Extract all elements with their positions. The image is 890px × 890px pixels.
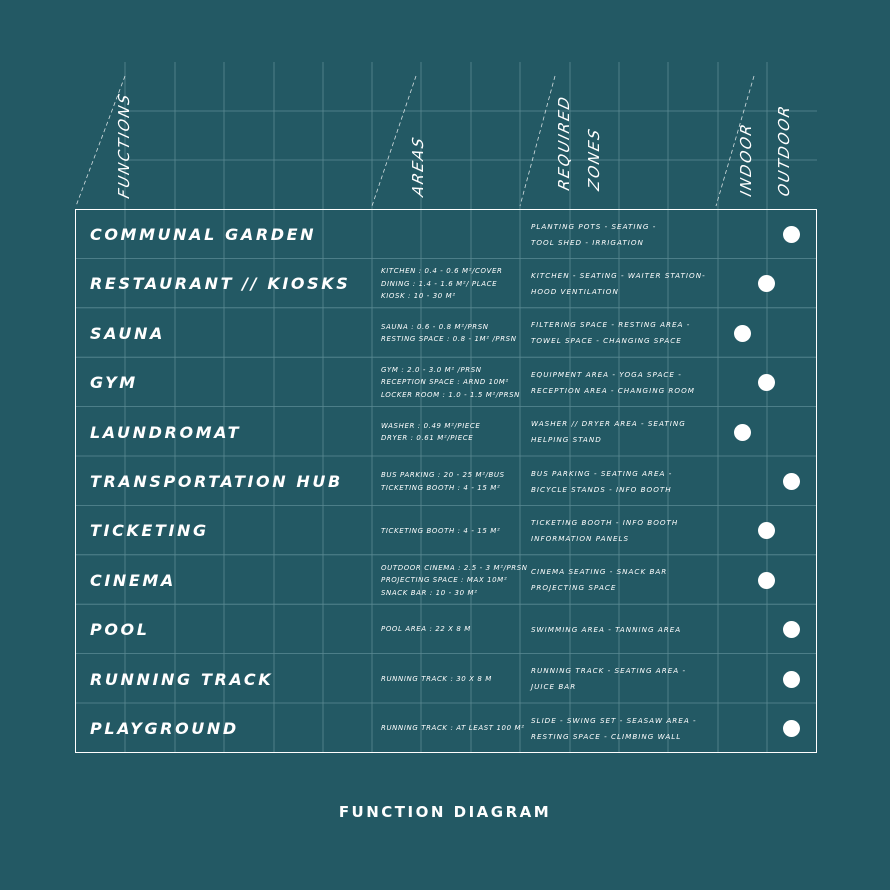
area-line: TICKETING BOOTH : 4 - 15 M² xyxy=(381,526,501,535)
area-line: KITCHEN : 0.4 - 0.6 M²/COVER xyxy=(381,267,503,276)
table-row-laundromat xyxy=(76,408,816,457)
zone-line: CINEMA SEATING - SNACK BAR xyxy=(531,567,668,577)
table-row-transportation-hub xyxy=(76,457,816,506)
area-line: LOCKER ROOM : 1.0 - 1.5 M²/PRSN xyxy=(381,390,520,399)
area-line: GYM : 2.0 - 3.0 M² /PRSN xyxy=(381,365,482,374)
zone-line: SLIDE - SWING SET - SEASAW AREA - xyxy=(531,715,697,725)
table-row-cinema xyxy=(76,556,816,605)
area-line: POOL AREA : 22 X 8 M xyxy=(381,625,471,634)
zone-line: PROJECTING SPACE xyxy=(531,583,617,593)
zones-cell xyxy=(531,259,721,308)
zone-line: FILTERING SPACE - RESTING AREA - xyxy=(531,320,691,330)
area-line: WASHER : 0.49 M²/PIECE xyxy=(381,421,481,430)
zones-cell xyxy=(531,457,721,506)
area-line: RESTING SPACE : 0.8 - 1M² /PRSN xyxy=(381,335,517,344)
placement-dot-mid xyxy=(758,374,775,391)
zone-line: HOOD VENTILATION xyxy=(531,286,619,296)
zone-line: RESTING SPACE - CLIMBING WALL xyxy=(531,731,682,741)
placement-dot-mid xyxy=(758,522,775,539)
zone-line: WASHER // DRYER AREA - SEATING xyxy=(531,419,686,429)
function-label: PLAYGROUND xyxy=(90,719,239,738)
area-line: SNACK BAR : 10 - 30 M² xyxy=(381,588,478,597)
placement-dot-outdoor xyxy=(783,226,800,243)
placement-dot-mid xyxy=(758,275,775,292)
zones-cell xyxy=(531,358,721,407)
table-row-ticketing xyxy=(76,506,816,555)
table-row-pool xyxy=(76,605,816,654)
function-label: RUNNING TRACK xyxy=(90,669,274,689)
placement-dot-mid xyxy=(758,572,775,589)
placement-dot-outdoor xyxy=(783,473,800,490)
table-row-running-track xyxy=(76,655,816,704)
table-row-restaurant-kiosks xyxy=(76,259,816,308)
zones-cell xyxy=(531,506,721,555)
zone-line: JUICE BAR xyxy=(531,682,577,692)
header-required-zones-line2: ZONES xyxy=(585,125,603,193)
areas-cell xyxy=(381,358,521,407)
header-functions: FUNCTIONS xyxy=(115,90,133,201)
zones-cell xyxy=(531,704,721,753)
zone-line: KITCHEN - SEATING - WAITER STATION- xyxy=(531,270,706,280)
zone-line: TOWEL SPACE - CHANGING SPACE xyxy=(531,336,682,346)
zone-line: SWIMMING AREA - TANNING AREA xyxy=(531,624,682,634)
placement-dot-outdoor xyxy=(783,621,800,638)
function-label: SAUNA xyxy=(90,323,165,343)
header-required-zones-line1: REQUIRED xyxy=(555,93,573,193)
areas-cell xyxy=(381,210,521,259)
zones-cell xyxy=(531,556,721,605)
diagram-caption: FUNCTION DIAGRAM xyxy=(338,803,552,821)
header-slant-divider xyxy=(520,76,555,206)
zone-line: BICYCLE STANDS - INFO BOOTH xyxy=(531,484,672,494)
area-line: OUTDOOR CINEMA : 2.5 - 3 M²/PRSN xyxy=(381,563,528,572)
areas-cell xyxy=(381,259,521,308)
zones-cell xyxy=(531,655,721,704)
placement-dot-indoor xyxy=(734,325,751,342)
function-label: GYM xyxy=(90,373,138,393)
areas-cell xyxy=(381,655,521,704)
areas-cell xyxy=(381,704,525,753)
table-row-sauna xyxy=(76,309,816,358)
area-line: BUS PARKING : 20 - 25 M²/BUS xyxy=(381,471,505,479)
zone-line: BUS PARKING - SEATING AREA - xyxy=(531,468,673,478)
area-line: RUNNING TRACK : 30 X 8 M xyxy=(381,674,492,683)
zones-cell xyxy=(531,408,721,457)
table-row-communal-garden xyxy=(76,210,816,259)
function-label: TRANSPORTATION HUB xyxy=(90,472,343,491)
zone-line: RECEPTION AREA - CHANGING ROOM xyxy=(531,385,695,395)
function-label: TICKETING xyxy=(90,521,209,541)
area-line: PROJECTING SPACE : MAX 10M² xyxy=(381,576,508,585)
zone-line: TOOL SHED - IRRIGATION xyxy=(531,237,644,247)
zone-line: HELPING STAND xyxy=(531,435,602,445)
areas-cell xyxy=(381,556,528,605)
area-line: TICKETING BOOTH : 4 - 15 M² xyxy=(381,483,501,492)
zones-cell xyxy=(531,210,721,259)
function-label: CINEMA xyxy=(90,570,176,590)
function-label: COMMUNAL GARDEN xyxy=(90,225,317,244)
header-areas: AREAS xyxy=(409,133,427,199)
area-line: DRYER : 0.61 M²/PIECE xyxy=(381,434,474,443)
areas-cell xyxy=(381,309,521,358)
table-row-gym xyxy=(76,358,816,407)
function-table xyxy=(75,209,817,753)
areas-cell xyxy=(381,506,521,555)
function-label: RESTAURANT // KIOSKS xyxy=(90,274,351,294)
zone-line: TICKETING BOOTH - INFO BOOTH xyxy=(531,517,679,527)
placement-dot-indoor xyxy=(734,424,751,441)
function-label: LAUNDROMAT xyxy=(90,422,242,442)
table-row-playground xyxy=(76,704,816,753)
zones-cell xyxy=(531,309,721,358)
zone-line: RUNNING TRACK - SEATING AREA - xyxy=(531,666,687,676)
function-label: POOL xyxy=(90,620,150,640)
header-outdoor: OUTDOOR xyxy=(775,102,793,199)
areas-cell xyxy=(381,605,521,654)
area-line: KIOSK : 10 - 30 M² xyxy=(381,292,456,301)
area-line: SAUNA : 0.6 - 0.8 M²/PRSN xyxy=(381,322,489,331)
zone-line: INFORMATION PANELS xyxy=(531,533,630,543)
placement-dot-outdoor xyxy=(783,720,800,737)
placement-dot-outdoor xyxy=(783,671,800,688)
area-line: RECEPTION SPACE : ARND 10M² xyxy=(381,378,509,387)
areas-cell xyxy=(381,457,521,506)
header-indoor: INDOOR xyxy=(737,120,755,199)
area-line: DINING : 1.4 - 1.6 M²/ PLACE xyxy=(381,279,498,288)
zones-cell xyxy=(531,605,721,654)
zone-line: PLANTING POTS - SEATING - xyxy=(531,221,657,231)
zone-line: EQUIPMENT AREA - YOGA SPACE - xyxy=(531,369,682,379)
areas-cell xyxy=(381,408,521,457)
area-line: RUNNING TRACK : AT LEAST 100 M² xyxy=(381,724,525,733)
